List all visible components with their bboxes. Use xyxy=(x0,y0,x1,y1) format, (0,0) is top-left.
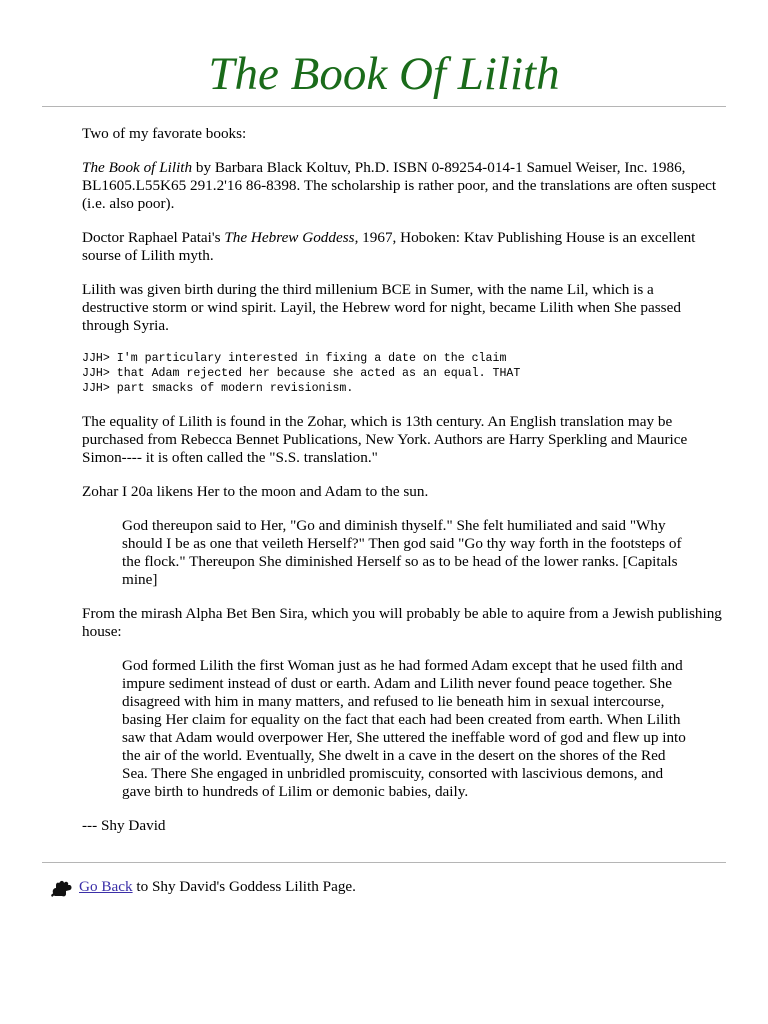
quoted-email-block: JJH> I'm particulary interested in fixing a date on the claim JJH> that Adam rejected her because she acted as an equal. THAT JJH> part smacks of modern revisionism. xyxy=(82,352,521,395)
hebrew-goddess-details: , 1967, Hoboken: Ktav Publishing House is an excellent sourse of Lilith myth. xyxy=(82,229,696,264)
zohar-reference-paragraph: Zohar I 20a likens Her to the moon and Adam to the sun. xyxy=(82,483,429,500)
hebrew-goddess-entry xyxy=(82,229,722,265)
footer-text xyxy=(79,878,356,896)
book-lilith-details: by Barbara Black Koltuv, Ph.D. ISBN 0-89254-014-1 Samuel Weiser, Inc. 1986, BL1605.L55K65 291.2'16 86-8398. The scholarship is rather poor, and the translations are often suspect (i.e. also poor). xyxy=(82,159,717,212)
lilith-birth-paragraph: Lilith was given birth during the third millenium BCE in Sumer, with the name Lil, which is a destructive storm or wind spirit. Layil, the Hebrew word for night, became Lilith when She passed through Syria. xyxy=(82,281,681,334)
pointing-hand-icon[interactable] xyxy=(50,878,74,898)
hebrew-goddess-title: The Hebrew Goddess xyxy=(224,229,355,246)
midrash-quote: God formed Lilith the first Woman just as he had formed Adam except that he used filth and impure sediment instead of dust or earth. Adam and Lilith never found peace together. She disagreed with him in many matters, and refused to lie beneath him in sexual intercourse, basing Her claim for equality on the fact that each had been created from earth. When Lilith saw that Adam would overpower Her, She uttered the ineffable word of god and flew up into the air of the world. Eventually, She dwelt in a cave in the desert on the shores of the Red Sea. There She engaged in unbridled promiscuity, consorted with lascivious demons, and gave birth to hundreds of Lilim or demonic babies, daily. xyxy=(122,657,686,800)
book-lilith-title: The Book of Lilith xyxy=(82,159,193,176)
signature: --- Shy David xyxy=(82,817,166,834)
main-content xyxy=(82,125,722,851)
footer-rest-text: to Shy David's Goddess Lilith Page. xyxy=(132,878,356,895)
go-back-link[interactable]: Go Back xyxy=(79,878,133,895)
top-divider xyxy=(42,106,726,107)
book-lilith-entry xyxy=(82,159,722,213)
zohar-quote: God thereupon said to Her, "Go and diminish thyself." She felt humiliated and said "Why should I be as one that veileth Herself?" Then god said "Go thy way forth in the footsteps of the flock." Thereupon She diminished Herself so as to be head of the lower ranks. [Capitals mine] xyxy=(122,517,682,588)
footer-nav xyxy=(50,876,730,898)
page-title: The Book Of Lilith xyxy=(208,48,560,100)
hebrew-goddess-prefix: Doctor Raphael Patai's xyxy=(82,229,225,246)
bottom-divider xyxy=(42,862,726,863)
intro-text: Two of my favorate books: xyxy=(82,125,247,142)
zohar-intro-paragraph: The equality of Lilith is found in the Zohar, which is 13th century. An English translation may be purchased from Rebecca Bennet Publications, New York. Authors are Harry Sperkling and Maurice Simon---- it is often called the "S.S. translation." xyxy=(82,413,688,466)
midrash-intro-paragraph: From the mirash Alpha Bet Ben Sira, which you will probably be able to aquire from a Jewish publishing house: xyxy=(82,605,722,640)
